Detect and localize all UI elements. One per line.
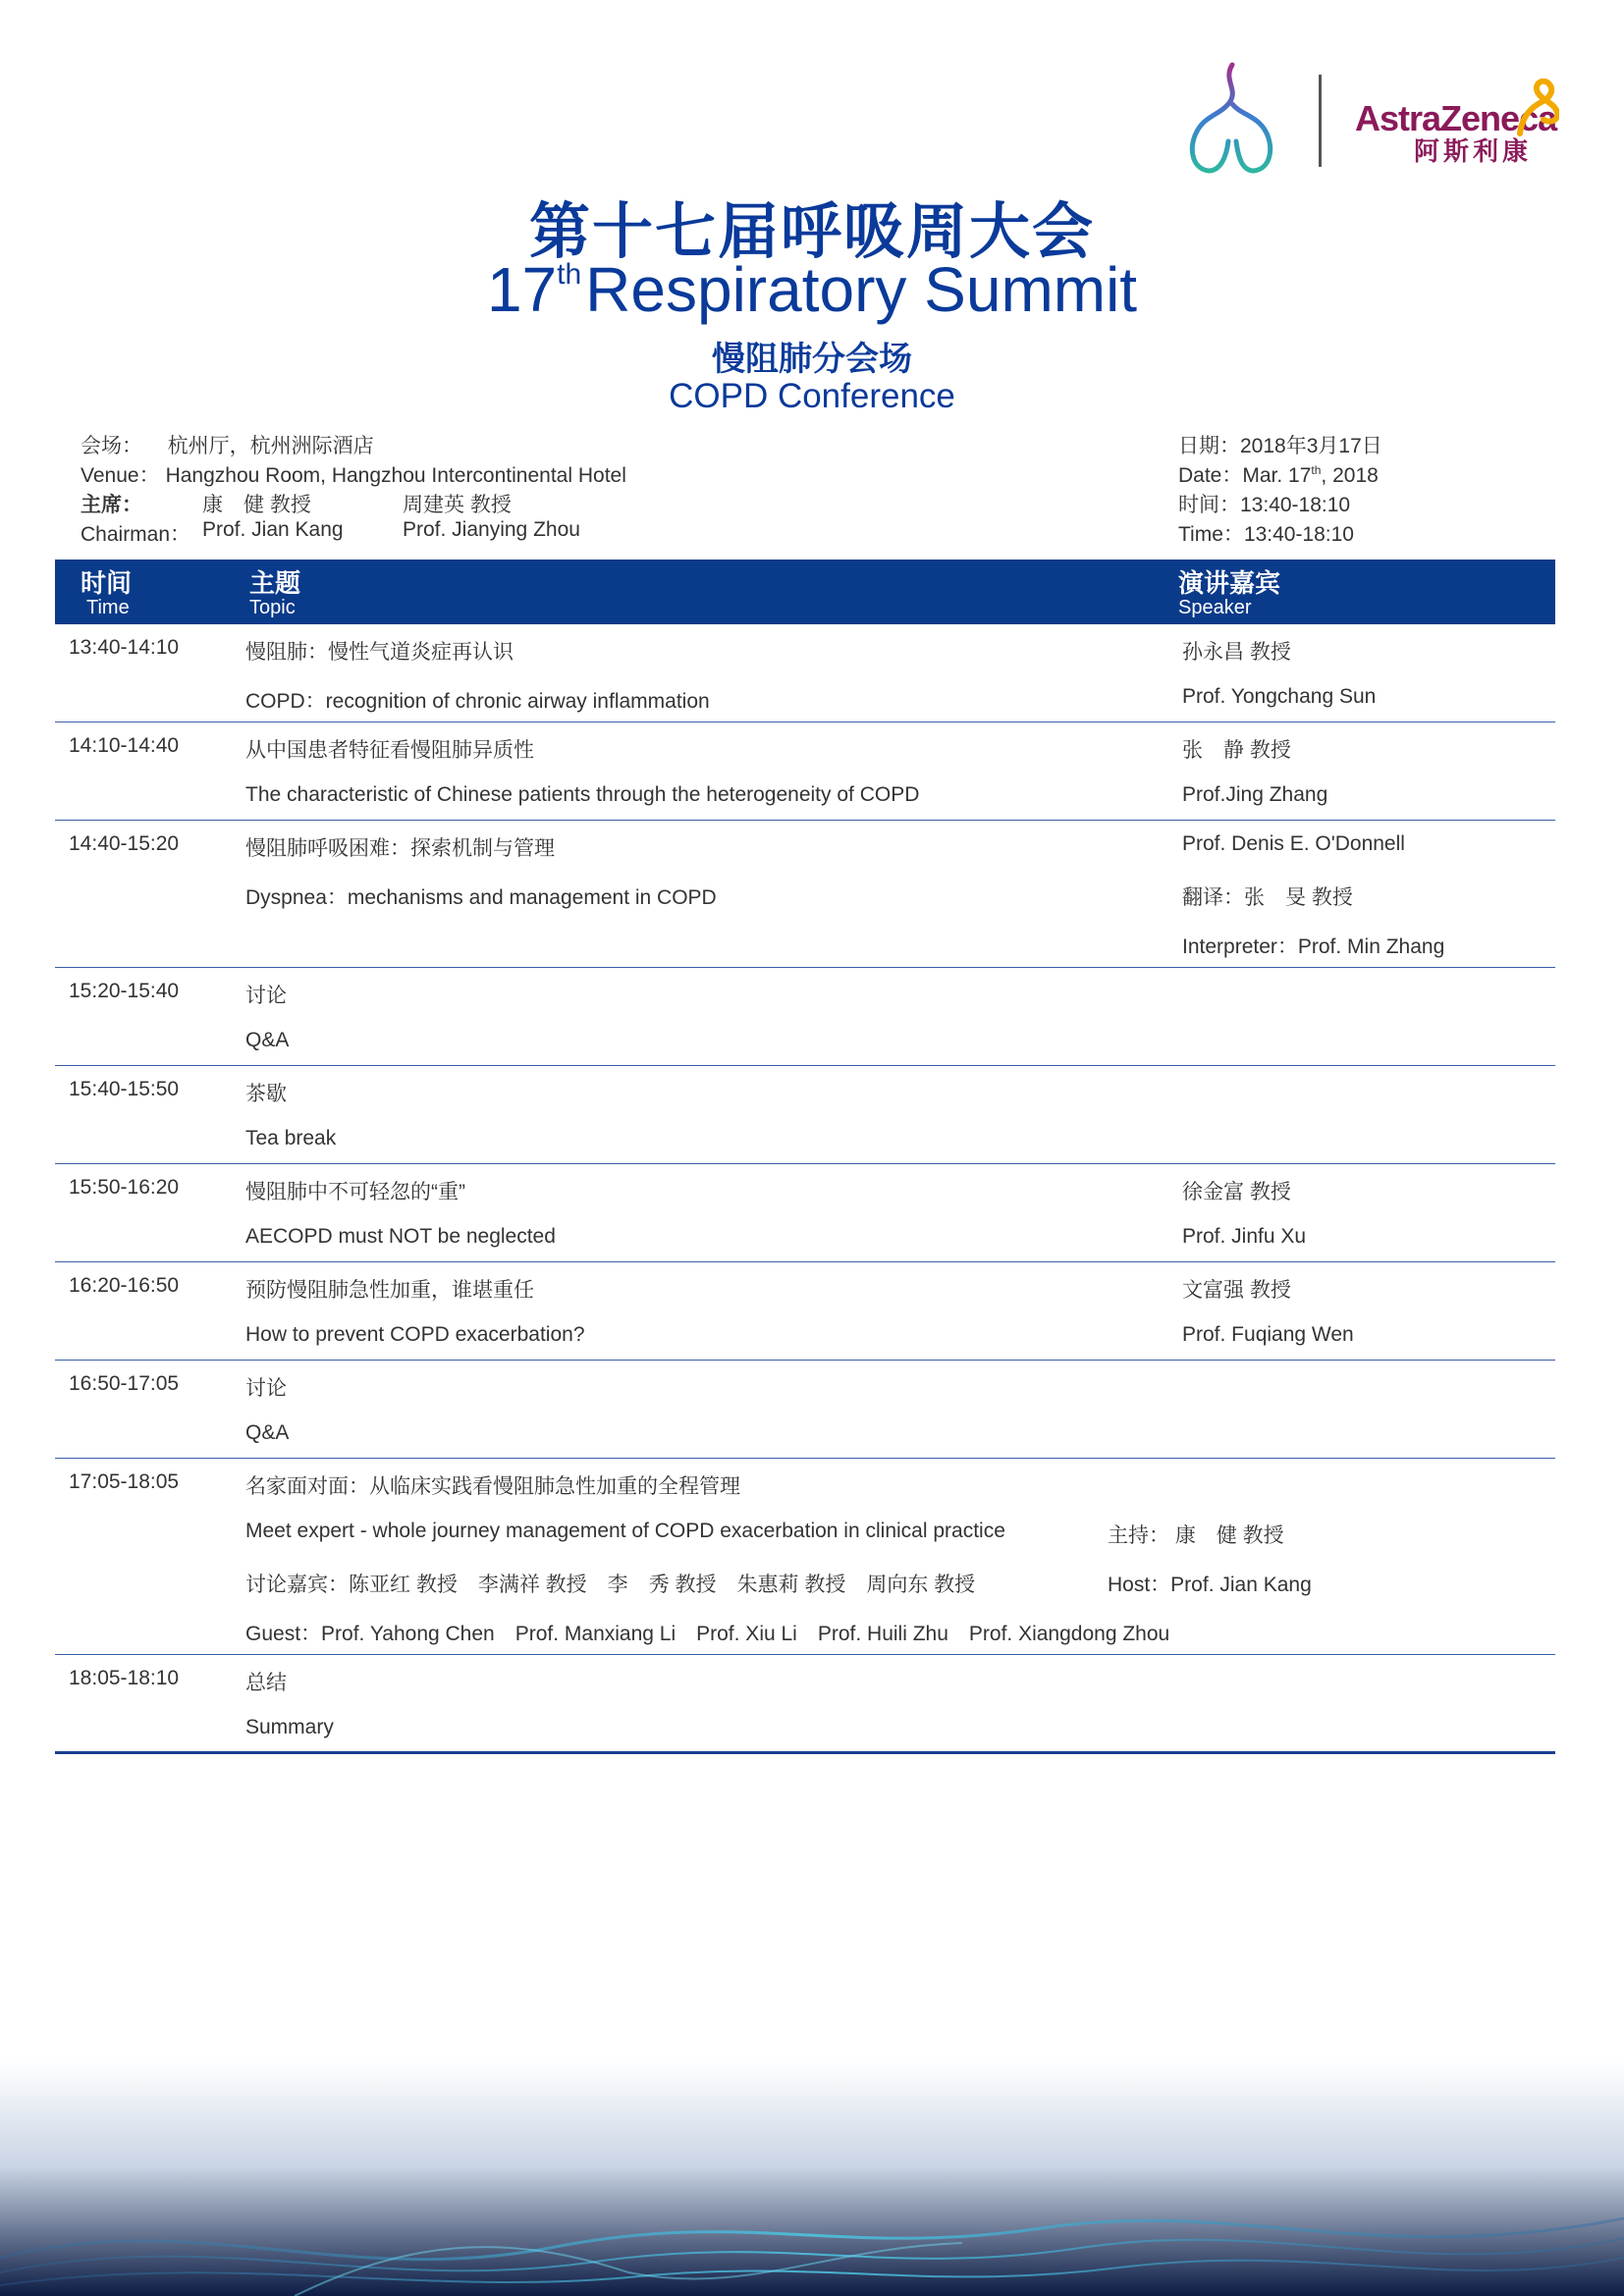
- header-topic-cn: 主题: [249, 569, 301, 599]
- lung-logo-icon: [1183, 61, 1281, 179]
- row-topic-cn: 讨论: [245, 1377, 287, 1400]
- row-topic-cn: 慢阻肺中不可轻忽的“重”: [245, 1181, 465, 1203]
- row-time: 15:20-15:40: [69, 980, 180, 1002]
- row-topic-en: Summary: [245, 1716, 334, 1738]
- row-time: 14:40-15:20: [69, 832, 180, 855]
- title-en: 17thRespiratory Summit: [486, 254, 1138, 325]
- astrazeneca-logo-cn: 阿斯利康: [1414, 137, 1533, 167]
- row-divider: [55, 1458, 1555, 1459]
- row-divider: [55, 820, 1555, 821]
- title-cn: 第十七届呼吸周大会: [528, 195, 1095, 267]
- chair-en-1: Prof. Jian Kang: [202, 518, 344, 541]
- row-topic-cn: 慢阻肺呼吸困难：探索机制与管理: [245, 837, 555, 860]
- row-topic-cn: 名家面对面：从临床实践看慢阻肺急性加重的全程管理: [245, 1475, 740, 1498]
- header-time-en: Time: [86, 597, 130, 618]
- row-divider: [55, 1065, 1555, 1066]
- row-speaker-en: Prof. Denis E. O'Donnell: [1182, 832, 1405, 855]
- row-topic-en: Dyspnea：mechanisms and management in COPD: [245, 886, 717, 909]
- row-topic-en: AECOPD must NOT be neglected: [245, 1225, 556, 1248]
- row-time: 16:20-16:50: [69, 1274, 180, 1297]
- row-interpreter-cn: 翻译：张 旻 教授: [1182, 886, 1353, 909]
- row-topic-en: Q&A: [245, 1029, 290, 1051]
- row-time: 18:05-18:10: [69, 1667, 180, 1689]
- row-time: 16:50-17:05: [69, 1372, 180, 1395]
- time-cn: 时间：13:40-18:10: [1178, 494, 1351, 516]
- row-divider: [55, 1654, 1555, 1655]
- subtitle-en: COPD Conference: [669, 377, 955, 415]
- chair-cn-1: 康 健 教授: [202, 494, 311, 516]
- table-bottom-line: [55, 1751, 1555, 1754]
- row-speaker-cn: 孙永昌 教授: [1182, 641, 1291, 664]
- chair-cn-2: 周建英 教授: [403, 494, 512, 516]
- row-speaker-cn: 张 静 教授: [1182, 739, 1291, 762]
- subtitle-cn: 慢阻肺分会场: [712, 340, 912, 379]
- row-time: 17:05-18:05: [69, 1470, 180, 1493]
- row-speaker-en: Prof. Jinfu Xu: [1182, 1225, 1307, 1248]
- row-topic-en: How to prevent COPD exacerbation?: [245, 1323, 585, 1346]
- date-en: Date：Mar. 17th, 2018: [1178, 463, 1379, 487]
- row-topic-en: Tea break: [245, 1127, 337, 1149]
- row-topic-cn: 讨论: [245, 985, 287, 1007]
- row-topic-cn: 从中国患者特征看慢阻肺异质性: [245, 739, 534, 762]
- row-divider: [55, 1163, 1555, 1164]
- astrazeneca-mark-icon: [1512, 79, 1559, 137]
- date-cn: 日期：2018年3月17日: [1178, 435, 1382, 457]
- row-guests-cn: 讨论嘉宾：陈亚红 教授 李满祥 教授 李 秀 教授 朱惠莉 教授 周向东 教授: [245, 1574, 976, 1596]
- row-topic-en: The characteristic of Chinese patients through the heterogeneity of COPD: [245, 783, 920, 806]
- row-topic-en: Q&A: [245, 1421, 290, 1444]
- chair-en-2: Prof. Jianying Zhou: [403, 518, 580, 541]
- row-time: 14:10-14:40: [69, 734, 180, 757]
- row-divider: [55, 1360, 1555, 1361]
- row-topic-cn: 总结: [245, 1672, 287, 1694]
- row-divider: [55, 1261, 1555, 1262]
- header-time-cn: 时间: [81, 569, 133, 599]
- row-time: 15:40-15:50: [69, 1078, 180, 1100]
- venue-cn: 会场： 杭州厅，杭州洲际酒店: [81, 435, 374, 457]
- row-speaker-en: Prof.Jing Zhang: [1182, 783, 1328, 806]
- row-speaker-en: Prof. Yongchang Sun: [1182, 685, 1377, 708]
- row-speaker-cn: 文富强 教授: [1182, 1279, 1291, 1302]
- row-time: 15:50-16:20: [69, 1176, 180, 1199]
- header-speaker-en: Speaker: [1178, 597, 1252, 618]
- row-topic-cn: 预防慢阻肺急性加重，谁堪重任: [245, 1279, 534, 1302]
- logo-divider: [1319, 75, 1322, 167]
- row-divider: [55, 721, 1555, 722]
- time-en: Time：13:40-18:10: [1178, 523, 1354, 546]
- row-topic-cn: 慢阻肺：慢性气道炎症再认识: [245, 641, 514, 664]
- header-speaker-cn: 演讲嘉宾: [1178, 569, 1281, 599]
- venue-en: Venue： Hangzhou Room, Hangzhou Intercontinental Hotel: [81, 464, 626, 487]
- row-topic-cn: 茶歇: [245, 1083, 287, 1105]
- chair-en-label: Chairman：: [81, 523, 191, 546]
- chair-cn: 主席：: [81, 494, 142, 516]
- row-time: 13:40-14:10: [69, 636, 180, 659]
- row-topic-en: Meet expert - whole journey management of COPD exacerbation in clinical practice: [245, 1520, 1005, 1542]
- row-host-cn: 主持： 康 健 教授: [1108, 1524, 1284, 1547]
- row-topic-en: COPD：recognition of chronic airway inflammation: [245, 690, 710, 713]
- row-speaker-cn: 徐金富 教授: [1182, 1181, 1291, 1203]
- row-guests-en: Guest：Prof. Yahong Chen Prof. Manxiang Li Prof. Xiu Li Prof. Huili Zhu Prof. Xiangdong Zhou: [245, 1623, 1170, 1645]
- row-host-en: Host：Prof. Jian Kang: [1108, 1574, 1312, 1596]
- header-topic-en: Topic: [249, 597, 296, 618]
- row-speaker-en: Prof. Fuqiang Wen: [1182, 1323, 1354, 1346]
- row-interpreter-en: Interpreter：Prof. Min Zhang: [1182, 935, 1445, 958]
- row-divider: [55, 967, 1555, 968]
- footer-wave-decoration: [0, 2061, 1624, 2296]
- astrazeneca-logo-text: AstraZeneca: [1355, 98, 1557, 138]
